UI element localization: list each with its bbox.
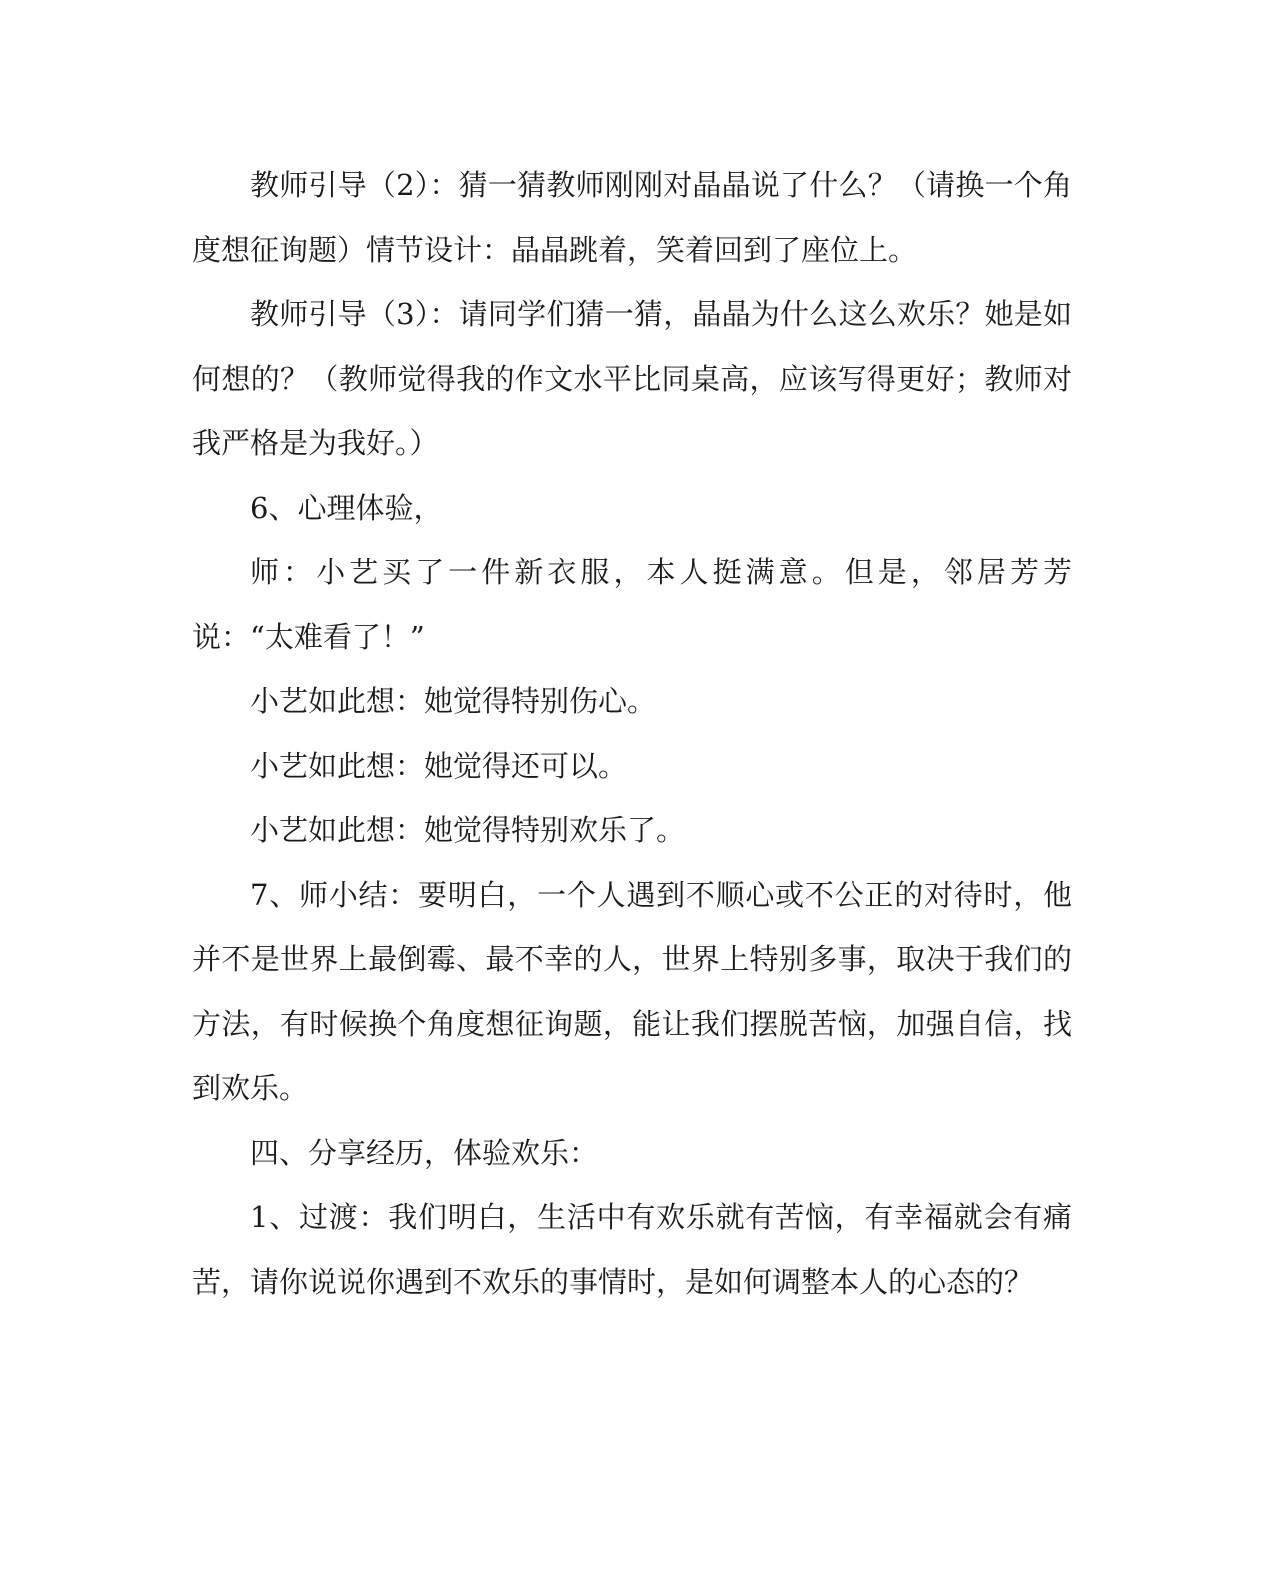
paragraph-summary: 7、师小结：要明白，一个人遇到不顺心或不公正的对待时，他并不是世界上最倒霉、最不幸的人，世界上特别多事，取决于我们的方法，有时候换个角度想征询题，能让我们摆脱苦恼，加强自信，找到欢乐。 (192, 877, 1072, 1105)
paragraph-teacher-guide-2: 教师引导（2）：猜一猜教师刚刚对晶晶说了什么？（请换一个角度想征询题）情节设计：晶晶跳着，笑着回到了座位上。 (192, 168, 1072, 267)
section-heading-share: 四、分享经历，体验欢乐： (250, 1135, 599, 1170)
paragraph-xiaoyi-1: 小艺如此想：她觉得特别伤心。 (250, 684, 657, 718)
document-body (192, 153, 1072, 1314)
paragraph-xiaoyi-3: 小艺如此想：她觉得特别欢乐了。 (250, 813, 686, 847)
paragraph-teacher-guide-3: 教师引导（3）：请同学们猜一猜，晶晶为什么这么欢乐？她是如何想的？（教师觉得我的作文水平比同桌高，应该写得更好；教师对我严格是为我好。） (192, 297, 1072, 460)
paragraph-transition: 1、过渡：我们明白，生活中有欢乐就有苦恼，有幸福就会有痛苦，请你说说你遇到不欢乐的事情时，是如何调整本人的心态的？ (192, 1200, 1072, 1299)
paragraph-psych-experience: 6、心理体验， (250, 490, 443, 525)
paragraph-teacher-story: 师：小艺买了一件新衣服，本人挺满意。但是，邻居芳芳说：“太难看了！” (192, 555, 1072, 654)
paragraph-xiaoyi-2: 小艺如此想：她觉得还可以。 (250, 748, 628, 783)
